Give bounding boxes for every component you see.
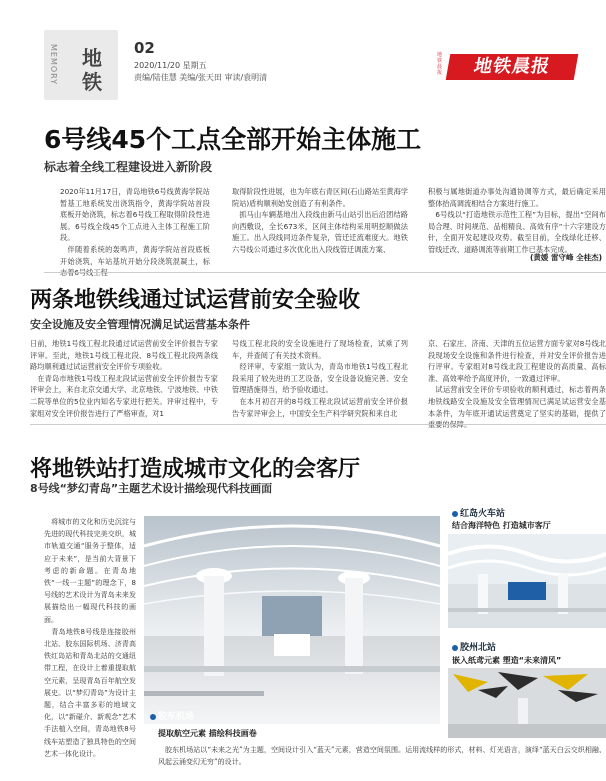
article2-subtitle: 安全设施及安全管理情况满足试运营基本条件 (30, 318, 250, 331)
issue-date: 2020/11/20 星期五 (134, 61, 207, 70)
side-photo1-title-text: 红岛火车站 (460, 509, 506, 519)
hongdao-station-illustration (448, 534, 606, 628)
main-photo-caption-text: 胶东机场站以“未来之光”为主题，空间设计引入“蓝天”元素，营造空间氛围。运用流线样的形式，材料、灯光语言，演绎“蓝天白云交织相融、风起云涌变幻无穷”的设计。 (158, 746, 606, 766)
airport-station-photo (144, 516, 440, 724)
article2-col2: 号线工程北段的安全设施进行了现场检查，试乘了列车，并查阅了有关技术资料。 经评审，专家组一致认为，青岛市地铁1号线工程北段采用了较先进的工艺设备，安全设备设施完善、安全管理措施得当，给予验收通过。 在本月初召开的8号线工程北段试运营前安全评价报告专家评审会上，中国安全生产科学研究院和来自北 (232, 339, 408, 418)
article3-subtitle: 8号线“梦幻青岛”主题艺术设计描绘现代科技画面 (30, 482, 273, 495)
article1-col1: 2020年11月17日，青岛地铁6号线黄海学院站暂基工地系统发出浇筑指令，黄海学院站首段底板开始浇筑，标志着6号线工程取得阶段性进展。6号线全线45个工点进入主体工程施工阶段。 伴随着系统的轰鸣声，黄海学院站首段底板开始浇筑，车站基坑开始分段浇筑混凝土，标 (60, 187, 210, 266)
location-pin-icon (452, 511, 458, 517)
location-pin-icon (452, 645, 458, 651)
article1-subtitle: 标志着全线工程建设进入新阶段 (44, 160, 213, 174)
side-photo2-title (452, 640, 496, 653)
article3-title: 将地铁站打造成城市文化的会客厅 (30, 457, 361, 482)
section-tag-char-2: 铁 (82, 70, 102, 94)
article1-title: 6号线45个工点全部开始主体施工 (44, 125, 422, 154)
location-pin-icon (150, 714, 156, 720)
divider-1 (44, 272, 606, 273)
main-photo-label (150, 709, 194, 722)
jiaozhou-north-station-photo (448, 668, 606, 738)
page-number: 02 (134, 39, 155, 57)
article2-col3: 京、石家庄、济南、天津的五位运营方面专家对8号线北段现场安全设施和条件进行检查，并对安全评价报告进行评审。专家组对8号线北段工程建设的高质量、高标准、高效率给予高度评价，一致通过评审。 试运营前安全评价专项验收的顺利通过，标志着两条地铁线路安全设施及安全管理情况已满足试运营安全基本条件，为年底开通试运营奠定了坚实的基础，提供了 (428, 339, 606, 418)
article2-col1: 日前，地铁1号线工程北段通过试运营前安全评价报告专家评审。至此，地铁1号线工程北段、8号线工程北段两条线路均顺利通过试运营前安全评价专项验收。 在青岛市地铁1号线工程北段试运营前安全评价报告专家评审会上，来自北京交通大学、北京地铁、宁波地铁、中铁二院等单位的5位业内知名专家进行把关。评审过程中，专家组对安全评价报告进行了严格审查，对1 (30, 339, 218, 418)
brand-vertical-text: 地铁晨报 (437, 52, 443, 76)
main-photo-label-text: 胶东机场 (158, 712, 195, 722)
section-tag-english: MEMORY (49, 44, 58, 86)
article2-title: 两条地铁线通过试运营前安全验收 (30, 288, 361, 313)
side-photo1-sub: 结合海洋特色 打造城市客厅 (452, 521, 551, 530)
article1-col3: 积极与属地街道办事处沟通协调等方式，最后确定采用整体抬高调流相结合方案进行施工。 6号线以“打造地铁示范性工程”为目标，提出“空间布局合理、时间规范、品相精良、高效有序”十六字建设方针，全面开发起建设攻势。截至目前，全线绿化迁移、管线迁改、道路调流等前期工作已基本完成。 (428, 187, 606, 254)
section-tag-char-1: 地 (82, 46, 102, 70)
side-photo1-title (452, 506, 505, 519)
main-photo-caption-sub: 提取航空元素 描绘科技画卷 (158, 729, 257, 738)
article1-byline: (黄媛 雷守峰 全桂杰) (530, 253, 603, 262)
article1-col2: 取得阶段性进展，也为年底右青区间(石山路站至黄海学院站)盾构顺利始发创造了有利条件。 抓马山车辆基地出入段线由新马山站引出后沿团结路向西敷设，全长673米，区间主体结构采用明挖顺做法施工。出入段线同边条件复杂，管迁迁流难度大。地铁六号线公司通过多次优化出入段线管迁调流方案、 (232, 187, 408, 254)
side-photo2-title-text: 胶州北站 (460, 643, 497, 653)
side-photo2-sub: 嵌入纸鸢元素 塑造“未来清风” (452, 656, 562, 665)
hongdao-station-photo (448, 534, 606, 628)
staff-credits: 责编/陆佳慧 美编/张天田 审读/袁明清 (134, 73, 268, 82)
airport-station-illustration (144, 516, 440, 724)
brand-logo: 地铁晨报 (446, 54, 579, 80)
divider-2 (30, 424, 606, 425)
article3-col1: 将城市的文化和历史沉淀与先进的现代科技完美交织，城市轨道交通“服务于整体，适应于未来”，是当前大背景下考虑的新命题。在青岛地铁“一线一主题”的理念下，8号线的艺术设计为青岛未来发展描绘出一幅现代科技的画面。 青岛地铁8号线是连接胶州北站、胶东国际机场、济青高铁红岛站和青岛北站的交通纽带工程，在设计上着重提取航空元素，呈现青岛百年航空发展史。以“梦幻青岛”为设计主题，结合丰富多彩的地域文化，以“新碰介、新观念”艺术手法植入空间，青岛地铁8号线车站塑造了独具特色的空间艺术一体化设计。 (44, 518, 136, 758)
jiaozhou-north-station-illustration (448, 668, 606, 738)
